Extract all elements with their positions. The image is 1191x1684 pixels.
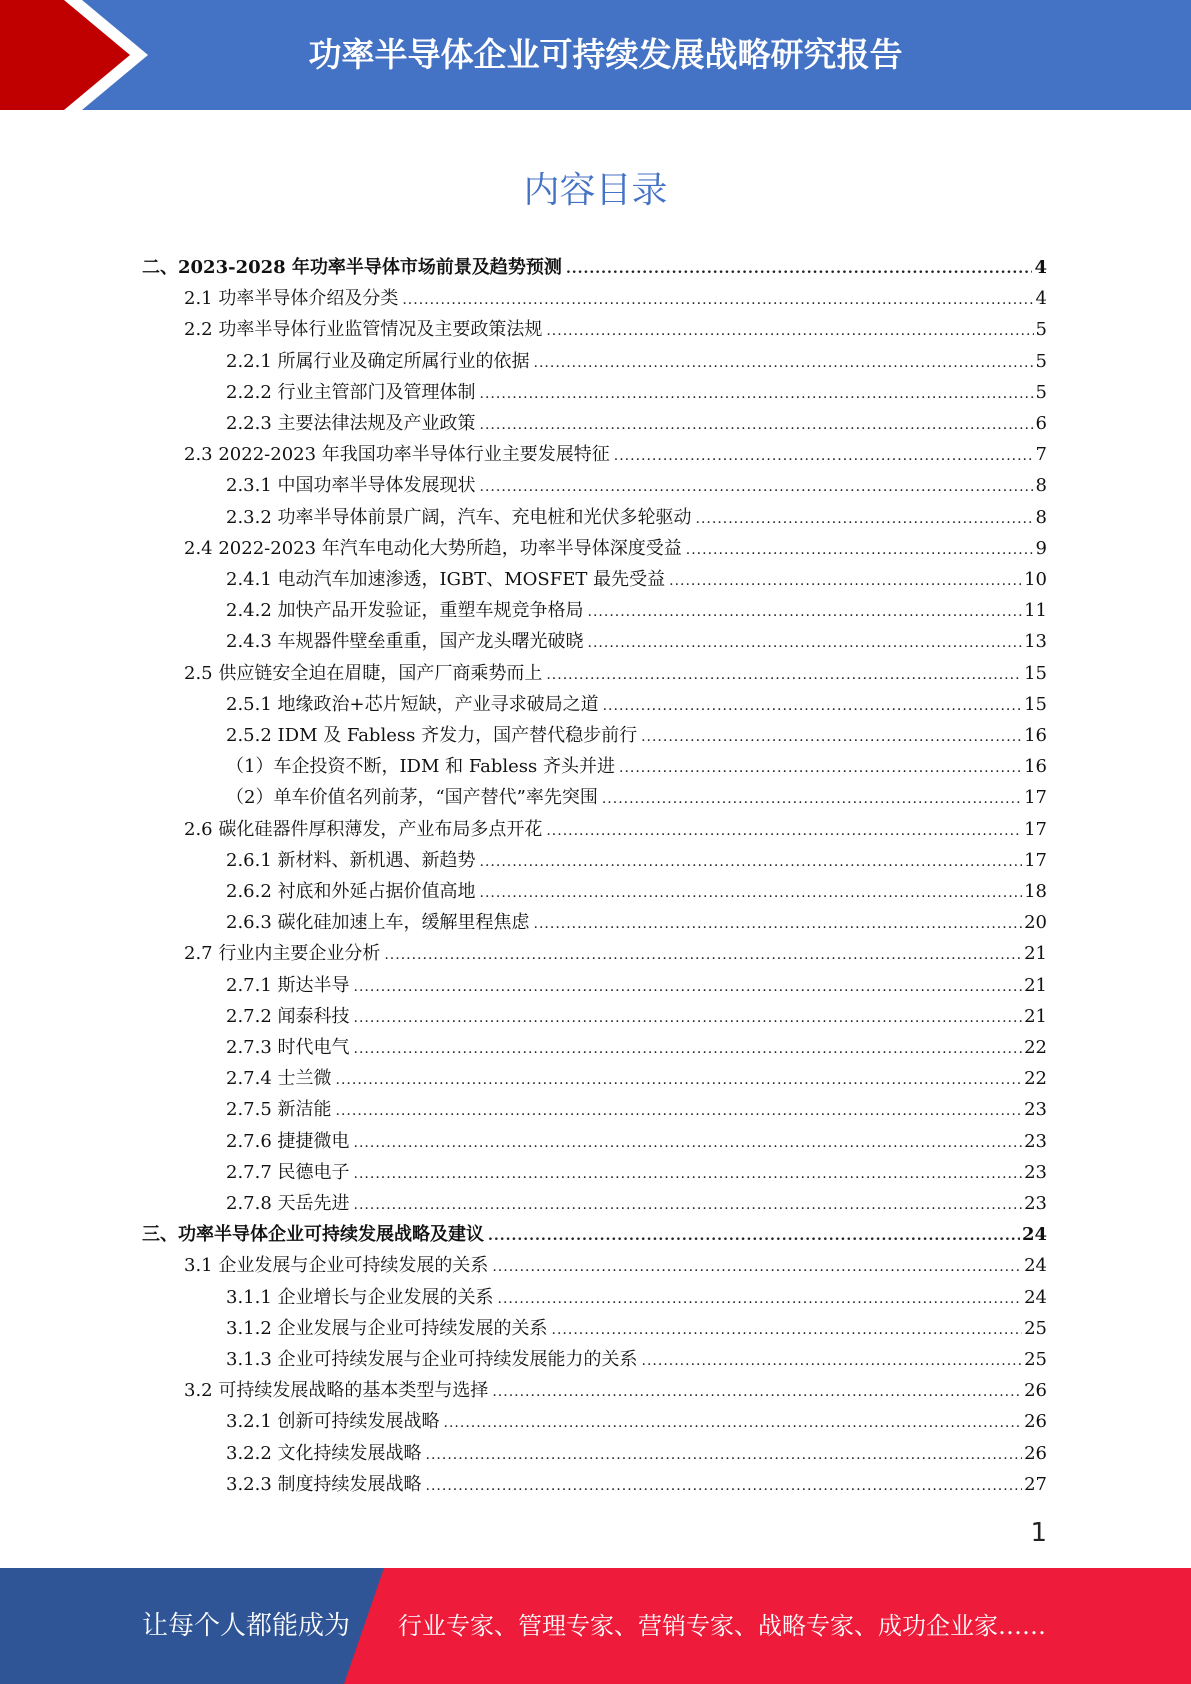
toc-dot-leader bbox=[546, 323, 1033, 339]
toc-dot-leader bbox=[480, 417, 1034, 433]
toc-dot-leader bbox=[602, 791, 1022, 807]
toc-entry-title: 三、功率半导体企业可持续发展战略及建议 bbox=[142, 1224, 484, 1246]
toc-entry-page: 4 bbox=[1035, 288, 1047, 310]
toc-entry[interactable] bbox=[184, 939, 1047, 970]
toc-dot-leader bbox=[426, 1447, 1023, 1463]
toc-entry-page: 24 bbox=[1024, 1286, 1047, 1308]
toc-dot-leader bbox=[546, 823, 1022, 839]
toc-dot-leader bbox=[480, 885, 1023, 901]
toc-dot-leader bbox=[444, 1415, 1023, 1431]
toc-entry-title: 2.2.2 行业主管部门及管理体制 bbox=[226, 381, 476, 403]
toc-entry[interactable] bbox=[226, 471, 1047, 502]
toc-entry-title: 2.7.6 捷捷微电 bbox=[226, 1130, 350, 1152]
toc-entry-page: 22 bbox=[1024, 1037, 1047, 1058]
toc-dot-leader bbox=[336, 1103, 1023, 1119]
toc-entry-title: 2.4.3 车规器件壁垒重重，国产龙头曙光破晓 bbox=[226, 631, 584, 653]
toc-dot-leader bbox=[426, 1478, 1023, 1494]
toc-entry-page: 11 bbox=[1024, 600, 1047, 622]
toc-dot-leader bbox=[498, 1291, 1023, 1307]
toc-dot-leader bbox=[354, 1010, 1023, 1026]
toc-entry[interactable] bbox=[226, 409, 1047, 440]
toc-entry-page: 15 bbox=[1024, 693, 1047, 715]
toc-entry[interactable] bbox=[226, 1345, 1047, 1376]
toc-dot-leader bbox=[534, 355, 1034, 371]
toc-entry-title: 3.2 可持续发展战略的基本类型与选择 bbox=[184, 1380, 489, 1402]
toc-dot-leader bbox=[614, 448, 1034, 464]
toc-heading: 内容目录 bbox=[523, 170, 668, 211]
toc-entry-title: 2.7 行业内主要企业分析 bbox=[184, 943, 381, 965]
toc-entry[interactable] bbox=[226, 1095, 1047, 1126]
toc-entry-page: 25 bbox=[1024, 1349, 1047, 1370]
toc-entry[interactable] bbox=[226, 1064, 1047, 1095]
page-number: 1 bbox=[1030, 1518, 1047, 1548]
toc-dot-leader bbox=[480, 854, 1023, 870]
toc-entry-page: 26 bbox=[1024, 1411, 1047, 1433]
toc-entry[interactable] bbox=[226, 690, 1047, 721]
toc-dot-leader bbox=[588, 604, 1023, 620]
toc-entry-title: 3.2.1 创新可持续发展战略 bbox=[226, 1411, 440, 1433]
toc-entry-page: 13 bbox=[1024, 631, 1047, 653]
toc-entry-page: 23 bbox=[1024, 1099, 1047, 1121]
toc-entry-page: 5 bbox=[1035, 350, 1047, 372]
toc-entry[interactable] bbox=[226, 783, 1047, 814]
toc-entry-page: 9 bbox=[1035, 537, 1047, 559]
toc-entry-title: 二、2023-2028 年功率半导体市场前景及趋势预测 bbox=[142, 257, 562, 278]
toc-entry-title: 2.1 功率半导体介绍及分类 bbox=[184, 288, 399, 310]
toc-entry-page: 23 bbox=[1024, 1193, 1047, 1214]
toc-dot-leader bbox=[552, 1322, 1023, 1338]
footer-roles: 行业专家、管理专家、营销专家、战略专家、成功企业家…… bbox=[398, 1612, 1046, 1640]
toc-entry-page: 5 bbox=[1035, 381, 1047, 403]
toc-entry-page: 25 bbox=[1024, 1317, 1047, 1339]
toc-entry[interactable] bbox=[184, 440, 1047, 471]
footer-slogan: 让每个人都能成为 bbox=[142, 1611, 351, 1641]
toc-entry-page: 21 bbox=[1024, 943, 1047, 965]
toc-entry[interactable] bbox=[226, 1314, 1047, 1345]
toc-entry-page: 4 bbox=[1034, 257, 1047, 278]
toc-dot-leader bbox=[546, 667, 1022, 683]
toc-dot-leader bbox=[384, 947, 1022, 963]
toc-entry-title: 3.1.2 企业发展与企业可持续发展的关系 bbox=[226, 1317, 548, 1339]
toc-dot-leader bbox=[492, 1384, 1022, 1400]
toc-entry-title: 2.6.3 碳化硅加速上车，缓解里程焦虑 bbox=[226, 912, 530, 934]
toc-entry-page: 24 bbox=[1021, 1224, 1047, 1246]
toc-dot-leader bbox=[588, 635, 1023, 651]
toc-entry[interactable] bbox=[226, 1158, 1047, 1189]
toc-entry-title: 3.1.3 企业可持续发展与企业可持续发展能力的关系 bbox=[226, 1349, 638, 1370]
toc-entry[interactable] bbox=[226, 721, 1047, 752]
toc-entry-page: 21 bbox=[1024, 1005, 1047, 1027]
toc-entry-title: 2.7.7 民德电子 bbox=[226, 1161, 350, 1183]
toc-entry-title: （1）车企投资不断，IDM 和 Fabless 齐头并进 bbox=[226, 756, 615, 778]
toc-dot-leader bbox=[354, 979, 1023, 995]
toc-entry-page: 20 bbox=[1024, 912, 1047, 934]
toc-entry[interactable] bbox=[184, 659, 1047, 690]
toc-entry[interactable] bbox=[226, 1283, 1047, 1314]
footer-banner bbox=[0, 1568, 1191, 1684]
toc-entry[interactable] bbox=[184, 315, 1047, 346]
toc-entry-page: 8 bbox=[1035, 506, 1047, 528]
toc-dot-leader bbox=[669, 573, 1022, 589]
toc-entry-page: 15 bbox=[1024, 662, 1047, 684]
toc-entry[interactable] bbox=[184, 1251, 1047, 1282]
toc-dot-leader bbox=[686, 542, 1034, 558]
toc-entry-page: 17 bbox=[1024, 818, 1047, 840]
toc-entry[interactable] bbox=[226, 1407, 1047, 1438]
toc-entry-title: 3.1.1 企业增长与企业发展的关系 bbox=[226, 1286, 494, 1308]
toc-dot-leader bbox=[354, 1197, 1023, 1213]
toc-entry[interactable] bbox=[226, 1439, 1047, 1470]
toc-entry[interactable] bbox=[226, 627, 1047, 658]
toc-entry-page: 6 bbox=[1035, 413, 1047, 434]
toc-entry[interactable] bbox=[142, 253, 1047, 284]
toc-dot-leader bbox=[492, 1259, 1022, 1275]
toc-entry[interactable] bbox=[226, 1002, 1047, 1033]
toc-entry[interactable] bbox=[184, 284, 1047, 315]
toc-dot-leader bbox=[641, 729, 1022, 745]
toc-entry[interactable] bbox=[226, 565, 1047, 596]
toc-entry-page: 26 bbox=[1024, 1380, 1047, 1402]
toc-entry-title: 2.4.2 加快产品开发验证，重塑车规竞争格局 bbox=[226, 600, 584, 622]
toc-dot-leader bbox=[336, 1072, 1023, 1088]
report-title: 功率半导体企业可持续发展战略研究报告 bbox=[308, 35, 903, 74]
toc-entry-page: 18 bbox=[1024, 881, 1047, 902]
toc-entry-title: 2.6 碳化硅器件厚积薄发，产业布局多点开花 bbox=[184, 818, 543, 840]
toc-entry-page: 17 bbox=[1024, 849, 1047, 871]
toc-entry-title: 2.4 2022-2023 年汽车电动化大势所趋，功率半导体深度受益 bbox=[184, 537, 682, 559]
toc-entry-page: 27 bbox=[1024, 1473, 1047, 1495]
toc-dot-leader bbox=[534, 916, 1023, 932]
toc-entry[interactable] bbox=[226, 908, 1047, 939]
toc-entry-page: 10 bbox=[1024, 569, 1047, 590]
toc-entry-title: 2.3 2022-2023 年我国功率半导体行业主要发展特征 bbox=[184, 444, 610, 466]
toc-entry-page: 26 bbox=[1024, 1442, 1047, 1464]
toc-entry[interactable] bbox=[226, 971, 1047, 1002]
toc-entry-page: 24 bbox=[1024, 1255, 1047, 1277]
toc-entry-page: 21 bbox=[1024, 974, 1047, 996]
toc-entry[interactable] bbox=[184, 1376, 1047, 1407]
toc-entry-title: 3.1 企业发展与企业可持续发展的关系 bbox=[184, 1255, 489, 1277]
toc-entry[interactable] bbox=[226, 877, 1047, 908]
toc-entry-title: 2.7.2 闻泰科技 bbox=[226, 1005, 350, 1027]
toc-entry[interactable] bbox=[184, 534, 1047, 565]
toc-entry-page: 17 bbox=[1024, 787, 1047, 809]
header-banner bbox=[0, 0, 1191, 110]
toc-entry-title: 2.7.5 新洁能 bbox=[226, 1099, 332, 1121]
toc-entry-title: 2.6.2 衬底和外延占据价值高地 bbox=[226, 881, 476, 902]
toc-entry[interactable] bbox=[226, 1470, 1047, 1501]
toc-dot-leader bbox=[603, 698, 1022, 714]
toc-entry-page: 7 bbox=[1035, 444, 1047, 466]
toc-entry-title: 2.5 供应链安全迫在眉睫，国产厂商乘势而上 bbox=[184, 662, 543, 684]
toc-entry-page: 16 bbox=[1024, 756, 1047, 778]
toc-entry[interactable] bbox=[226, 347, 1047, 378]
toc-entry[interactable] bbox=[226, 752, 1047, 783]
toc-entry-title: （2）单车价值名列前茅，“国产替代”率先突围 bbox=[226, 787, 598, 809]
toc-entry[interactable] bbox=[226, 1033, 1047, 1064]
toc-entry[interactable] bbox=[226, 1127, 1047, 1158]
toc-entry-title: 2.7.3 时代电气 bbox=[226, 1037, 350, 1058]
toc-entry-title: 3.2.2 文化持续发展战略 bbox=[226, 1442, 422, 1464]
toc-entry-title: 2.3.1 中国功率半导体发展现状 bbox=[226, 475, 476, 497]
toc-dot-leader bbox=[402, 292, 1033, 308]
toc-entry-page: 16 bbox=[1024, 725, 1047, 746]
toc-entry-title: 2.7.8 天岳先进 bbox=[226, 1193, 350, 1214]
toc-entry-page: 5 bbox=[1035, 319, 1047, 341]
toc-entry[interactable] bbox=[226, 596, 1047, 627]
toc-entry[interactable] bbox=[226, 503, 1047, 534]
toc-dot-leader bbox=[488, 1228, 1020, 1244]
toc-entry-title: 2.2 功率半导体行业监管情况及主要政策法规 bbox=[184, 319, 543, 341]
toc-dot-leader bbox=[642, 1353, 1023, 1369]
toc-dot-leader bbox=[354, 1041, 1023, 1057]
toc-entry-title: 2.7.1 斯达半导 bbox=[226, 974, 350, 996]
toc-entry[interactable] bbox=[184, 815, 1047, 846]
toc-entry[interactable] bbox=[226, 846, 1047, 877]
toc-dot-leader bbox=[480, 479, 1034, 495]
toc-entry[interactable] bbox=[226, 1189, 1047, 1220]
toc-entry-title: 2.5.1 地缘政治+芯片短缺，产业寻求破局之道 bbox=[226, 693, 599, 715]
toc-entry-title: 2.2.1 所属行业及确定所属行业的依据 bbox=[226, 350, 530, 372]
toc-dot-leader bbox=[354, 1166, 1023, 1182]
toc-entry-page: 22 bbox=[1024, 1068, 1047, 1090]
toc-entry-title: 2.6.1 新材料、新机遇、新趋势 bbox=[226, 849, 476, 871]
toc-entry-title: 2.4.1 电动汽车加速渗透，IGBT、MOSFET 最先受益 bbox=[226, 569, 666, 590]
toc-entry-title: 3.2.3 制度持续发展战略 bbox=[226, 1473, 422, 1495]
toc-entry-page: 23 bbox=[1024, 1130, 1047, 1152]
toc-entry-page: 8 bbox=[1035, 475, 1047, 497]
toc-dot-leader bbox=[480, 386, 1034, 402]
toc-entry-page: 23 bbox=[1024, 1161, 1047, 1183]
toc-dot-leader bbox=[354, 1135, 1023, 1151]
toc-entry-title: 2.5.2 IDM 及 Fabless 齐发力，国产替代稳步前行 bbox=[226, 725, 638, 746]
toc-entry-title: 2.3.2 功率半导体前景广阔，汽车、充电桩和光伏多轮驱动 bbox=[226, 506, 692, 528]
toc-entry[interactable] bbox=[226, 378, 1047, 409]
toc-entry-title: 2.2.3 主要法律法规及产业政策 bbox=[226, 413, 476, 434]
toc-entry[interactable] bbox=[142, 1220, 1047, 1251]
toc-dot-leader bbox=[619, 760, 1022, 776]
toc-dot-leader bbox=[696, 511, 1034, 527]
toc-entry-title: 2.7.4 士兰微 bbox=[226, 1068, 332, 1090]
toc-dot-leader bbox=[566, 261, 1033, 277]
